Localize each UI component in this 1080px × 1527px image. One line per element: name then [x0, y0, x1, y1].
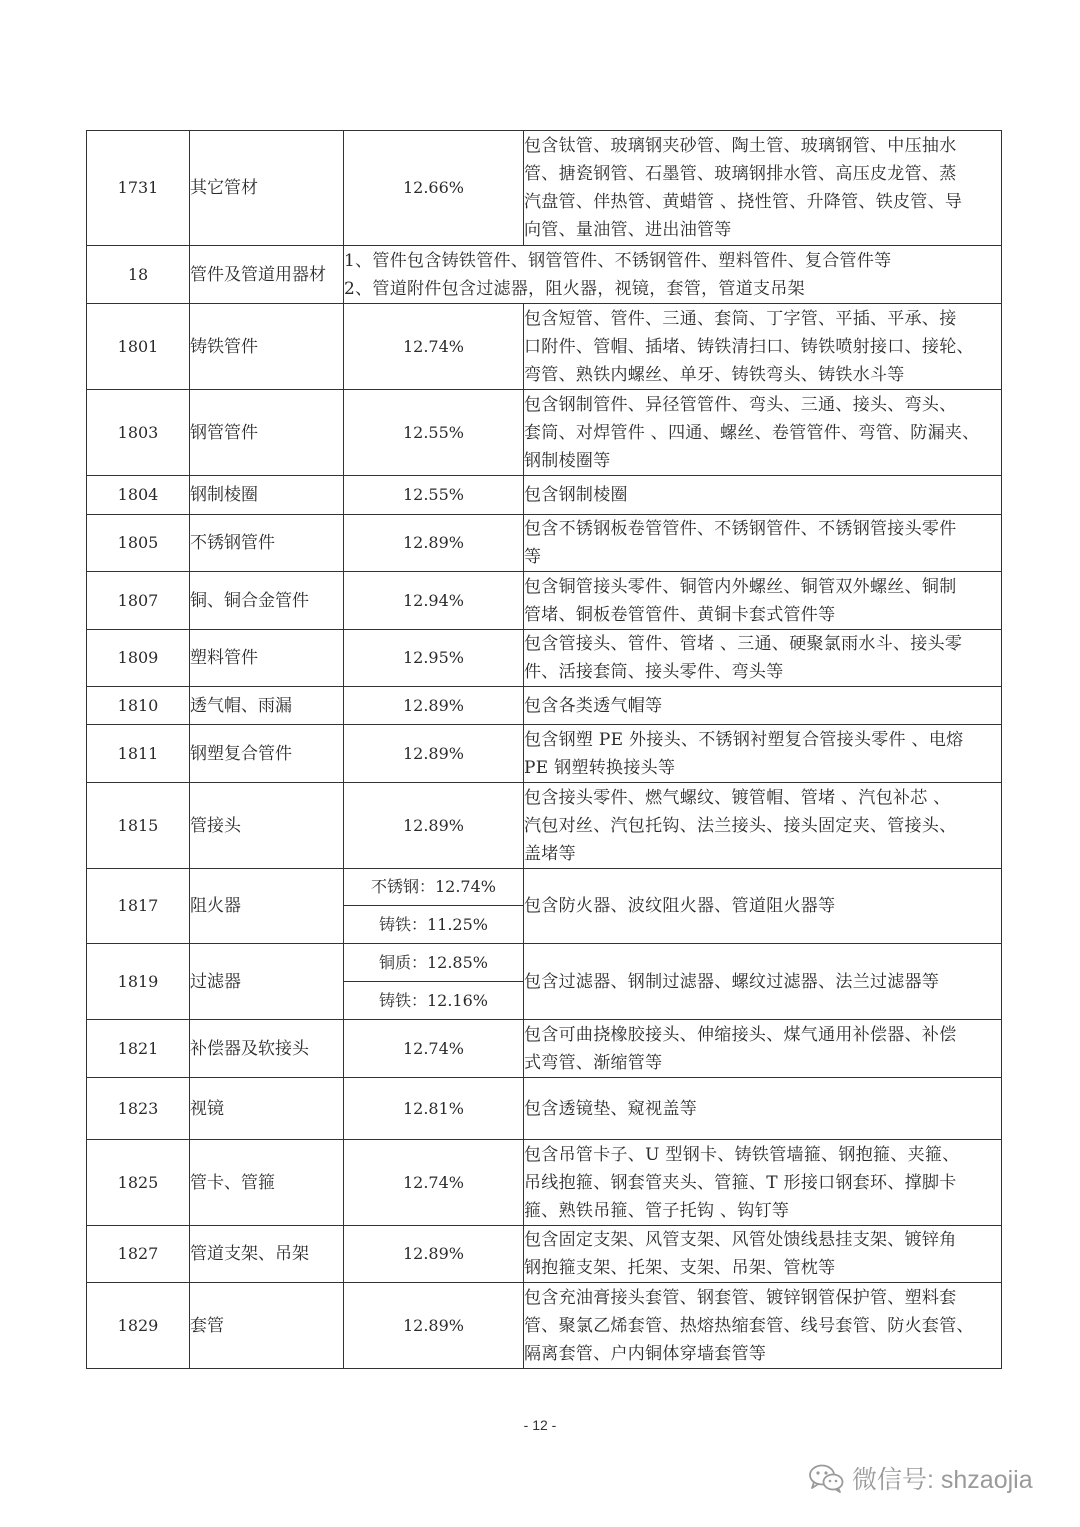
description-line: 汽包对丝、汽包托钩、法兰接头、接头固定夹、管接头、	[524, 815, 957, 836]
description-line: 向管、量油管、进出油管等	[524, 220, 732, 240]
description-line: 包含钢制棱圈	[524, 485, 628, 505]
description-line: 钢制棱圈等	[524, 450, 611, 471]
item-name: 钢制棱圈	[190, 476, 344, 515]
item-description	[524, 1140, 1002, 1226]
table-row	[87, 390, 1002, 476]
table-row	[87, 944, 1002, 982]
description-line: 包含不锈钢板卷管管件、不锈钢管件、不锈钢管接头零件	[524, 519, 957, 539]
item-rate-stainless: 不锈钢：12.74%	[344, 869, 524, 906]
table-row	[87, 515, 1002, 572]
watermark-text: 微信号: shzaojia	[852, 1466, 1033, 1494]
description-line: 包含可曲挠橡胶接头、伸缩接头、煤气通用补偿器、补偿	[524, 1024, 957, 1045]
description-line: 盖堵等	[524, 843, 576, 864]
item-code: 1801	[87, 304, 190, 390]
item-rate-copper: 铜质：12.85%	[344, 944, 524, 982]
item-name: 套管	[190, 1283, 344, 1369]
description-line: 汽盘管、伴热管、黄蜡管 、挠性管、升降管、铁皮管、导	[524, 192, 963, 212]
table-row	[87, 869, 1002, 906]
item-code: 1803	[87, 390, 190, 476]
item-description	[524, 1226, 1002, 1283]
item-description	[524, 687, 1002, 725]
table-row	[87, 1020, 1002, 1078]
wechat-icon	[808, 1463, 844, 1493]
item-description	[524, 476, 1002, 515]
item-name: 铜、铜合金管件	[190, 572, 344, 630]
item-description	[524, 515, 1002, 572]
item-code: 1825	[87, 1140, 190, 1226]
item-description	[524, 630, 1002, 687]
item-rate: 12.95%	[344, 630, 524, 687]
item-rate: 12.89%	[344, 725, 524, 783]
item-name: 管卡、管箍	[190, 1140, 344, 1226]
description-line: 箍、熟铁吊箍、管子托钩 、钩钉等	[524, 1200, 790, 1221]
item-rate: 12.89%	[344, 687, 524, 725]
description-line: 式弯管、渐缩管等	[524, 1052, 663, 1073]
item-code: 1815	[87, 783, 190, 869]
item-description	[524, 1078, 1002, 1140]
item-rate: 12.89%	[344, 1226, 524, 1283]
item-code: 1811	[87, 725, 190, 783]
description-line: 包含钛管、玻璃钢夹砂管、陶土管、玻璃钢管、中压抽水	[524, 136, 957, 156]
description-line: 弯管、熟铁内螺丝、单牙、铸铁弯头、铸铁水斗等	[524, 364, 905, 385]
table-row	[87, 783, 1002, 869]
item-rate: 12.81%	[344, 1078, 524, 1140]
item-rate: 12.55%	[344, 390, 524, 476]
description-line: 隔离套管、户内铜体穿墙套管等	[524, 1343, 767, 1364]
item-code: 18	[87, 246, 190, 304]
description-line: 包含钢塑 PE 外接头、不锈钢衬塑复合管接头零件 、电熔	[524, 729, 964, 750]
item-rate: 12.74%	[344, 1020, 524, 1078]
description-line: 包含接头零件、燃气螺纹、镀管帽、管堵 、汽包补芯 、	[524, 787, 951, 808]
description-line: 管堵、铜板卷管管件、黄铜卡套式管件等	[524, 604, 836, 625]
item-name: 铸铁管件	[190, 304, 344, 390]
item-rate: 12.74%	[344, 304, 524, 390]
item-name: 管件及管道用器材	[190, 246, 344, 304]
item-name: 塑料管件	[190, 630, 344, 687]
description-line: 管、聚氯乙烯套管、热熔热缩套管、线号套管、防火套管、	[524, 1315, 974, 1336]
description-line: 包含管接头、管件、管堵 、三通、硬聚氯雨水斗、接头零	[524, 634, 963, 654]
description-line: 口附件、管帽、插堵、铸铁清扫口、铸铁喷射接口、接轮、	[524, 336, 974, 357]
item-code: 1829	[87, 1283, 190, 1369]
item-rate: 12.89%	[344, 783, 524, 869]
item-rate: 12.89%	[344, 515, 524, 572]
item-code: 1805	[87, 515, 190, 572]
description-line: 件、活接套筒、接头零件、弯头等	[524, 662, 784, 682]
table-row	[87, 1226, 1002, 1283]
item-code: 1807	[87, 572, 190, 630]
rate-table	[86, 130, 1002, 1369]
description-line: 包含充油膏接头套管、钢套管、镀锌钢管保护管、塑料套	[524, 1287, 957, 1308]
description-line: 包含透镜垫、窥视盖等	[524, 1098, 697, 1119]
item-name: 补偿器及软接头	[190, 1020, 344, 1078]
item-description	[524, 725, 1002, 783]
item-name: 阻火器	[190, 869, 344, 944]
item-rate: 12.89%	[344, 1283, 524, 1369]
page-number: - 12 -	[523, 1417, 557, 1433]
item-name: 钢塑复合管件	[190, 725, 344, 783]
item-code: 1804	[87, 476, 190, 515]
item-code: 1827	[87, 1226, 190, 1283]
item-rate-cast-iron: 铸铁：11.25%	[344, 906, 524, 944]
wechat-watermark	[808, 1458, 1033, 1498]
item-code: 1821	[87, 1020, 190, 1078]
description-line: 包含吊管卡子、U 型钢卡、铸铁管墙箍、钢抱箍、夹箍、	[524, 1144, 960, 1165]
item-rate-cast-iron: 铸铁：12.16%	[344, 982, 524, 1020]
table-row	[87, 687, 1002, 725]
table-row	[87, 1078, 1002, 1140]
item-name: 视镜	[190, 1078, 344, 1140]
table-row	[87, 725, 1002, 783]
description-line: 等	[524, 547, 542, 567]
item-name: 过滤器	[190, 944, 344, 1020]
item-description	[344, 246, 1002, 304]
item-name: 钢管管件	[190, 390, 344, 476]
description-line: 套筒、对焊管件 、四通、螺丝、卷管管件、弯管、防漏夹、	[524, 422, 980, 443]
description-line: PE 钢塑转换接头等	[524, 757, 676, 778]
item-name: 透气帽、雨漏	[190, 687, 344, 725]
table-row	[87, 1140, 1002, 1226]
item-description	[524, 390, 1002, 476]
table-row	[87, 246, 1002, 304]
item-code: 1810	[87, 687, 190, 725]
item-name: 其它管材	[190, 131, 344, 246]
item-description	[524, 1020, 1002, 1078]
table-row	[87, 630, 1002, 687]
table-row	[87, 572, 1002, 630]
description-line: 钢抱箍支架、托架、支架、吊架、管枕等	[524, 1258, 836, 1278]
item-description	[524, 304, 1002, 390]
description-line: 2、管道附件包含过滤器，阻火器，视镜，套管，管道支吊架	[344, 278, 805, 299]
table-row	[87, 1283, 1002, 1369]
item-code: 1823	[87, 1078, 190, 1140]
item-name: 不锈钢管件	[190, 515, 344, 572]
item-description	[524, 1283, 1002, 1369]
description-line: 包含防火器、波纹阻火器、管道阻火器等	[524, 896, 836, 916]
description-line: 1、管件包含铸铁管件、钢管管件、不锈钢管件、塑料管件、复合管件等	[344, 250, 892, 271]
item-code: 1809	[87, 630, 190, 687]
item-rate: 12.94%	[344, 572, 524, 630]
item-description	[524, 572, 1002, 630]
description-line: 包含过滤器、钢制过滤器、螺纹过滤器、法兰过滤器等	[524, 971, 940, 992]
item-name: 管道支架、吊架	[190, 1226, 344, 1283]
item-code: 1731	[87, 131, 190, 246]
table-row	[87, 476, 1002, 515]
description-line: 包含短管、管件、三通、套筒、丁字管、平插、平承、接	[524, 308, 957, 329]
item-description	[524, 869, 1002, 944]
item-rate: 12.74%	[344, 1140, 524, 1226]
item-rate: 12.66%	[344, 131, 524, 246]
table-row	[87, 131, 1002, 246]
item-name: 管接头	[190, 783, 344, 869]
item-description	[524, 131, 1002, 246]
item-description	[524, 783, 1002, 869]
description-line: 包含各类透气帽等	[524, 695, 663, 716]
item-rate: 12.55%	[344, 476, 524, 515]
description-line: 管、搪瓷钢管、石墨管、玻璃钢排水管、高压皮龙管、蒸	[524, 164, 957, 184]
table-row	[87, 304, 1002, 390]
description-line: 吊线抱箍、钢套管夹头、管箍、T 形接口钢套环、撑脚卡	[524, 1172, 957, 1193]
item-code: 1819	[87, 944, 190, 1020]
description-line: 包含钢制管件、异径管管件、弯头、三通、接头、弯头、	[524, 394, 957, 415]
item-description	[524, 944, 1002, 1020]
item-code: 1817	[87, 869, 190, 944]
description-line: 包含铜管接头零件、铜管内外螺丝、铜管双外螺丝、铜制	[524, 576, 957, 597]
description-line: 包含固定支架、风管支架、风管处馈线悬挂支架、镀锌角	[524, 1230, 957, 1250]
